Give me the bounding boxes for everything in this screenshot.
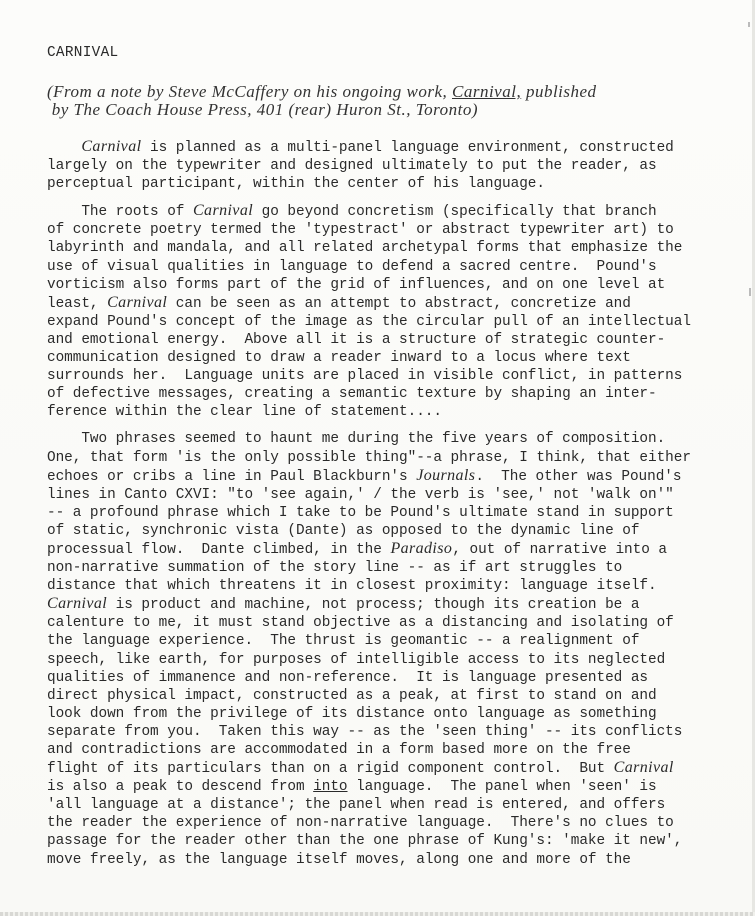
publication-note bbox=[47, 83, 727, 119]
text-line bbox=[47, 221, 737, 239]
text-run: and emotional energy. Above all it is a structure of strategic counter- bbox=[47, 331, 666, 348]
text-run: can be seen as an attempt to abstract, concretize and bbox=[167, 295, 631, 312]
text-run: is product and machine, not process; though its creation be a bbox=[107, 597, 640, 614]
text-line bbox=[47, 294, 737, 313]
text-line bbox=[47, 313, 737, 331]
text-run: the reader the experience of non-narrative language. There's no clues to bbox=[47, 815, 674, 832]
text-run: of concrete poetry termed the 'typestract' or abstract typewriter art) to bbox=[47, 222, 674, 239]
underlined-word: into bbox=[313, 779, 348, 796]
text-run: The roots of bbox=[47, 204, 193, 221]
text-run: communication designed to draw a reader inward to a locus where text bbox=[47, 350, 631, 367]
text-run: of defective messages, creating a semantic texture by shaping an inter- bbox=[47, 386, 657, 403]
text-line bbox=[47, 430, 737, 448]
body-text bbox=[47, 138, 737, 878]
page-edge-bottom bbox=[0, 912, 755, 916]
text-run: go beyond concretism (specifically that branch bbox=[253, 204, 657, 221]
text-line bbox=[47, 559, 737, 577]
text-run: look down from the privilege of its distance onto language as something bbox=[47, 705, 657, 722]
document-title: CARNIVAL bbox=[47, 45, 119, 61]
italic-title: Paradiso bbox=[390, 539, 453, 557]
text-run: lines in Canto CXVI: "to 'see again,' / the verb is 'see,' not 'walk on'" bbox=[47, 486, 674, 503]
text-line bbox=[47, 239, 737, 257]
text-line bbox=[47, 669, 737, 687]
text-run: qualities of immanence and non-reference. It is language presented as bbox=[47, 669, 649, 686]
text-line bbox=[47, 832, 737, 850]
text-run: non-narrative summation of the story line -- as if art struggles to bbox=[47, 560, 623, 577]
text-line bbox=[47, 138, 737, 157]
text-line bbox=[47, 385, 737, 403]
text-line bbox=[47, 687, 737, 705]
text-line bbox=[47, 467, 737, 486]
text-run: Two phrases seemed to haunt me during the five years of composition. bbox=[47, 431, 666, 448]
italic-title: Carnival bbox=[192, 202, 254, 220]
text-run: the language experience. The thrust is geomantic -- a realignment of bbox=[47, 633, 640, 650]
text-run: labyrinth and mandala, and all related archetypal forms that emphasize the bbox=[47, 240, 683, 257]
text-line bbox=[47, 504, 737, 522]
text-run: direct physical impact, constructed as a peak, at first to stand on and bbox=[47, 687, 657, 704]
text-run bbox=[47, 140, 81, 156]
text-run: expand Pound's concept of the image as the circular pull of an intellectual bbox=[47, 313, 691, 330]
paragraph-1 bbox=[47, 138, 737, 193]
text-line bbox=[47, 367, 737, 385]
text-run: speech, like earth, for purposes of intelligible access to its neglected bbox=[47, 651, 666, 668]
scan-speck bbox=[749, 288, 751, 296]
text-line bbox=[47, 577, 737, 595]
text-line bbox=[47, 449, 737, 467]
text-line bbox=[47, 595, 737, 614]
text-line bbox=[47, 202, 737, 221]
text-run: One, that form 'is the only possible thing"--a phrase, I think, that either bbox=[47, 449, 691, 466]
text-run: least, bbox=[47, 295, 108, 312]
text-run: largely on the typewriter and designed ultimately to put the reader, as bbox=[47, 158, 657, 175]
text-run: use of visual qualities in language to defend a sacred centre. Pound's bbox=[47, 258, 657, 275]
note-line1-post: published bbox=[521, 82, 597, 101]
text-run: perceptual participant, within the center of his language. bbox=[47, 176, 545, 193]
text-run: language. The panel when 'seen' is bbox=[347, 779, 657, 796]
text-run: , out of narrative into a bbox=[452, 541, 667, 558]
text-run: ference within the clear line of statement.... bbox=[47, 404, 442, 421]
text-run: is planned as a multi-panel language environment, constructed bbox=[141, 140, 674, 156]
note-work-title: Carnival, bbox=[452, 82, 522, 101]
text-line bbox=[47, 651, 737, 669]
italic-title: Journals bbox=[416, 466, 476, 484]
text-run: surrounds her. Language units are placed in visible conflict, in patterns bbox=[47, 368, 683, 385]
text-line bbox=[47, 157, 737, 175]
text-line bbox=[47, 540, 737, 559]
text-line bbox=[47, 276, 737, 294]
text-line bbox=[47, 522, 737, 540]
text-line bbox=[47, 175, 737, 193]
text-line bbox=[47, 741, 737, 759]
note-line2: by The Coach House Press, 401 (rear) Huron St., Toronto) bbox=[47, 100, 478, 119]
text-run: 'all language at a distance'; the panel when read is entered, and offers bbox=[47, 797, 666, 814]
text-line bbox=[47, 705, 737, 723]
text-run: calenture to me, it must stand objective as a distancing and isolating of bbox=[47, 615, 674, 632]
text-line bbox=[47, 349, 737, 367]
text-line bbox=[47, 796, 737, 814]
note-line1-pre: (From a note by Steve McCaffery on his ongoing work, bbox=[47, 82, 452, 101]
text-line bbox=[47, 814, 737, 832]
text-line bbox=[47, 632, 737, 650]
text-run: echoes or cribs a line in Paul Blackburn's bbox=[47, 468, 417, 485]
text-run: -- a profound phrase which I take to be Pound's ultimate stand in support bbox=[47, 504, 674, 521]
text-line bbox=[47, 778, 737, 796]
text-run: flight of its particulars than on a rigid component control. But bbox=[47, 761, 614, 778]
text-run: . The other was Pound's bbox=[475, 468, 682, 485]
text-run: separate from you. Taken this way -- as the 'seen thing' -- its conflicts bbox=[47, 723, 683, 740]
text-run: processual flow. Dante climbed, in the bbox=[47, 541, 391, 558]
text-line bbox=[47, 258, 737, 276]
text-run: distance that which threatens it in closest proximity: language itself. bbox=[47, 578, 657, 595]
italic-title: Carnival bbox=[47, 595, 108, 613]
text-line bbox=[47, 614, 737, 632]
text-line bbox=[47, 759, 737, 778]
text-line bbox=[47, 403, 737, 421]
paragraph-2 bbox=[47, 202, 737, 421]
text-line bbox=[47, 486, 737, 504]
text-run: of static, synchronic vista (Dante) as opposed to the dynamic line of bbox=[47, 522, 640, 539]
text-run: and contradictions are accommodated in a form based more on the free bbox=[47, 742, 631, 758]
italic-title: Carnival bbox=[81, 138, 142, 155]
text-line bbox=[47, 723, 737, 741]
italic-title: Carnival bbox=[107, 293, 168, 311]
text-run: passage for the reader other than the one phrase of Kung's: 'make it new', bbox=[47, 833, 683, 850]
text-line bbox=[47, 851, 737, 869]
text-line bbox=[47, 331, 737, 349]
text-run: vorticism also forms part of the grid of influences, and on one level at bbox=[47, 276, 666, 293]
text-run: move freely, as the language itself moves, along one and more of the bbox=[47, 851, 631, 868]
text-run: is also a peak to descend from bbox=[47, 779, 314, 796]
italic-title: Carnival bbox=[613, 759, 674, 777]
scan-speck bbox=[748, 22, 750, 27]
paragraph-3 bbox=[47, 430, 737, 868]
